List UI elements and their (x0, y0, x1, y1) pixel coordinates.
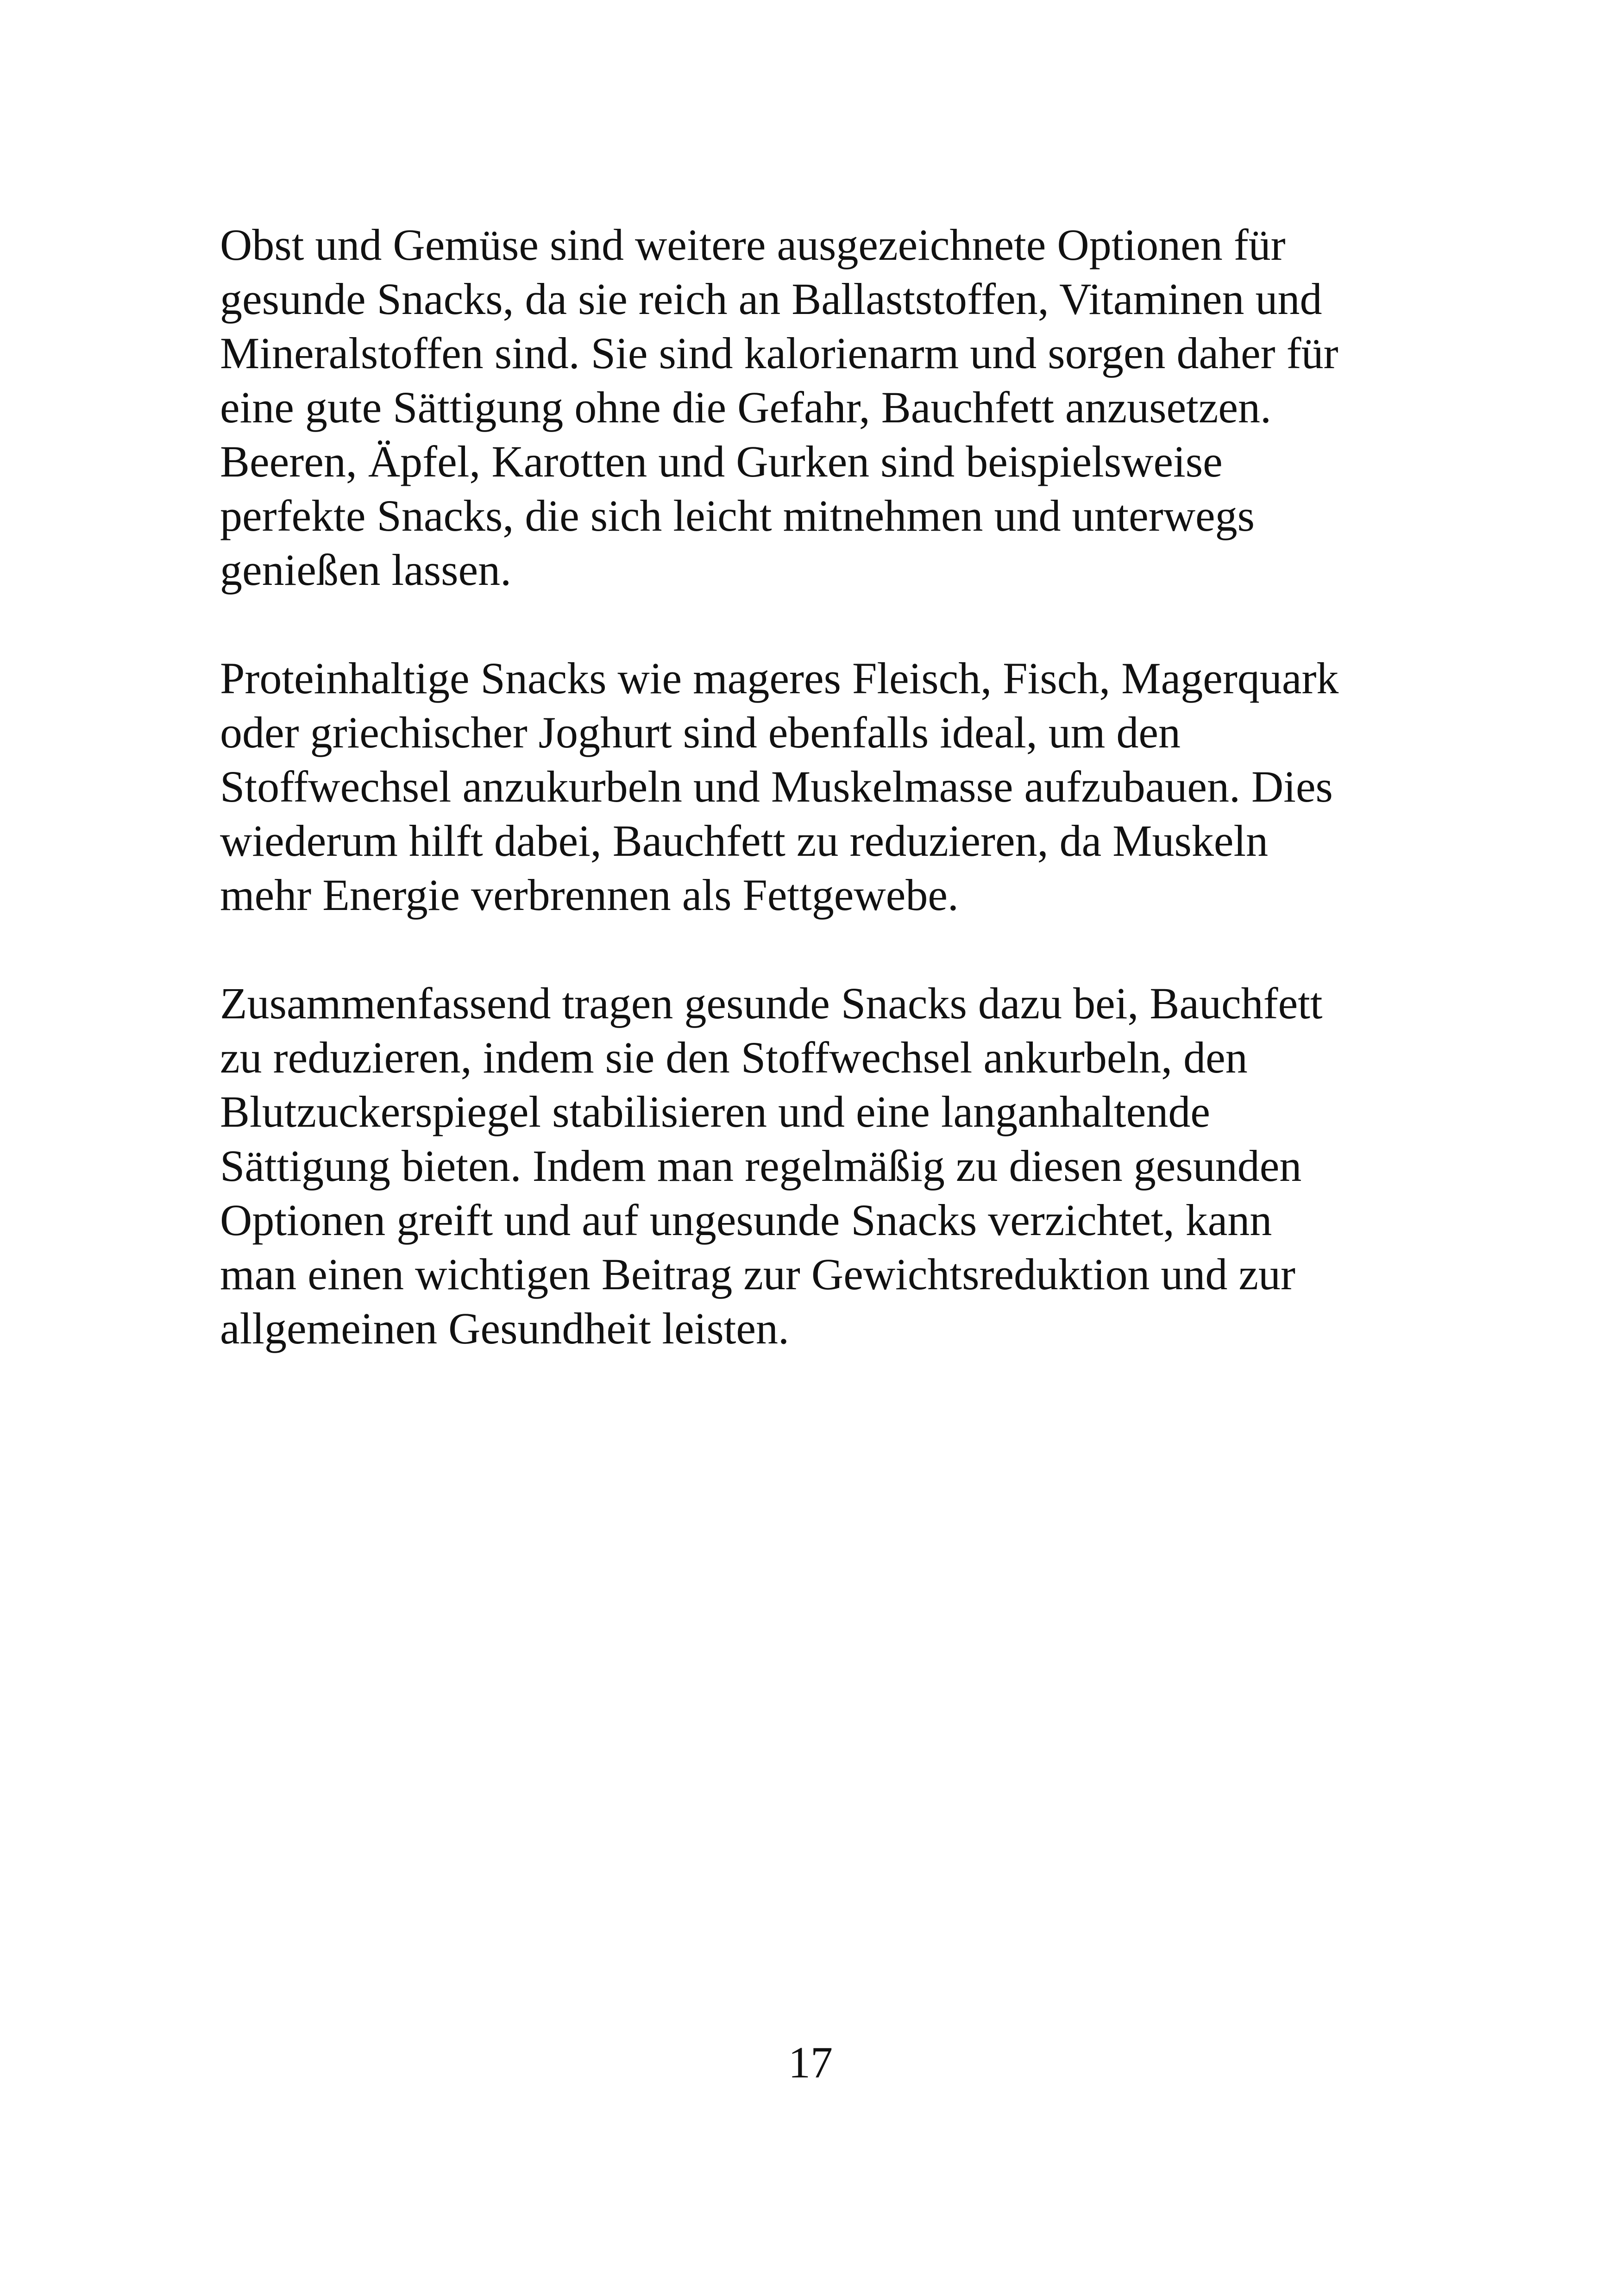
text-line: gesunde Snacks, da sie reich an Ballaststoffen, Vitaminen und (220, 274, 1322, 324)
paragraph-fruit-vegetables (220, 218, 1452, 597)
text-line: man einen wichtigen Beitrag zur Gewichtsreduktion und zur (220, 1249, 1295, 1299)
text-line: wiederum hilft dabei, Bauchfett zu reduzieren, da Muskeln (220, 816, 1269, 866)
text-line: Proteinhaltige Snacks wie mageres Fleisch, Fisch, Magerquark (220, 653, 1339, 703)
text-line: allgemeinen Gesundheit leisten. (220, 1304, 789, 1353)
paragraph-summary (220, 976, 1452, 1355)
text-line: Stoffwechsel anzukurbeln und Muskelmasse aufzubauen. Dies (220, 762, 1333, 811)
text-line: mehr Energie verbrennen als Fettgewebe. (220, 870, 959, 920)
text-line: Sättigung bieten. Indem man regelmäßig zu diesen gesunden (220, 1141, 1302, 1191)
text-line: Beeren, Äpfel, Karotten und Gurken sind beispielsweise (220, 437, 1223, 486)
text-line: eine gute Sättigung ohne die Gefahr, Bauchfett anzusetzen. (220, 383, 1271, 432)
body-text (220, 218, 1452, 1355)
text-line: genießen lassen. (220, 545, 512, 595)
page-number: 17 (788, 2038, 833, 2087)
text-line: perfekte Snacks, die sich leicht mitnehmen und unterwegs (220, 491, 1255, 540)
text-line: Blutzuckerspiegel stabilisieren und eine langanhaltende (220, 1087, 1210, 1136)
text-line: Optionen greift und auf ungesunde Snacks verzichtet, kann (220, 1195, 1272, 1245)
text-line: oder griechischer Joghurt sind ebenfalls ideal, um den (220, 708, 1181, 757)
text-line: zu reduzieren, indem sie den Stoffwechsel ankurbeln, den (220, 1033, 1248, 1082)
text-line: Mineralstoffen sind. Sie sind kalorienarm und sorgen daher für (220, 328, 1338, 378)
paragraph-protein-snacks (220, 651, 1452, 922)
text-line: Zusammenfassend tragen gesunde Snacks dazu bei, Bauchfett (220, 979, 1323, 1028)
text-line: Obst und Gemüse sind weitere ausgezeichnete Optionen für (220, 220, 1286, 270)
